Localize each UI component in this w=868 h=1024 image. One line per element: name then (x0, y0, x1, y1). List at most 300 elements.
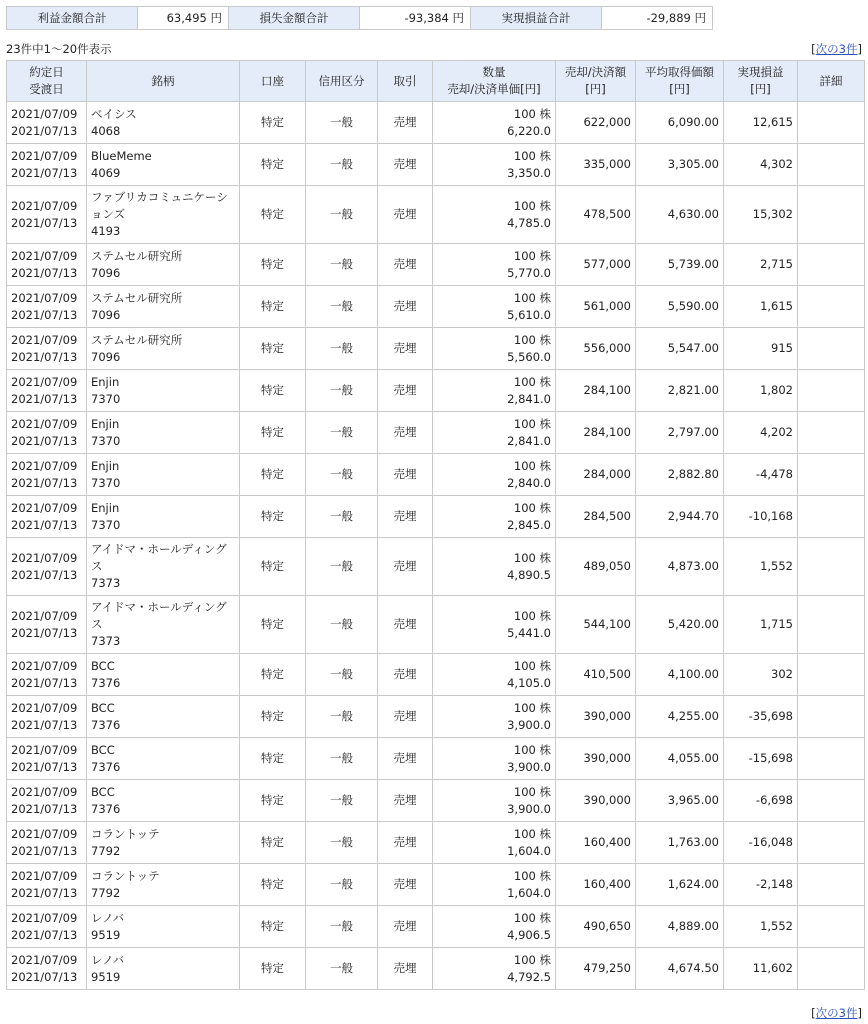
settle-date: 2021/07/13 (11, 215, 78, 230)
amount-cell: 622,000 (556, 102, 636, 144)
col-header-credit: 信用区分 (306, 61, 378, 102)
stock-code: 7373 (91, 576, 121, 590)
settle-date: 2021/07/13 (11, 717, 78, 732)
table-row (7, 538, 865, 596)
trade-type-cell: 売埋 (378, 454, 433, 496)
qty-price-cell (433, 948, 556, 990)
pnl-cell: 915 (724, 328, 798, 370)
quantity: 100 株 (513, 500, 551, 515)
trade-dates-cell (7, 370, 87, 412)
col-header-pnl (724, 61, 798, 102)
stock-name: Enjin (91, 416, 120, 431)
stock-cell (87, 906, 240, 948)
qty-price-cell (433, 454, 556, 496)
stock-cell (87, 496, 240, 538)
detail-cell (798, 144, 865, 186)
trade-type-cell: 売埋 (378, 412, 433, 454)
table-header-row (7, 61, 865, 102)
table-row (7, 738, 865, 780)
quantity: 100 株 (513, 608, 551, 623)
stock-cell (87, 596, 240, 654)
account-cell: 特定 (240, 454, 306, 496)
account-cell: 特定 (240, 496, 306, 538)
account-cell: 特定 (240, 328, 306, 370)
trade-type-cell: 売埋 (378, 906, 433, 948)
detail-cell (798, 864, 865, 906)
detail-cell (798, 780, 865, 822)
settle-date: 2021/07/13 (11, 349, 78, 364)
detail-cell (798, 286, 865, 328)
table-row (7, 144, 865, 186)
detail-cell (798, 906, 865, 948)
quantity: 100 株 (513, 742, 551, 757)
loss-total-label: 損失金額合計 (229, 7, 360, 30)
col-header-trade: 取引 (378, 61, 433, 102)
quantity: 100 株 (513, 952, 551, 967)
table-row (7, 496, 865, 538)
trade-type-cell: 売埋 (378, 822, 433, 864)
amount-cell: 284,100 (556, 370, 636, 412)
pnl-cell: 15,302 (724, 186, 798, 244)
pnl-cell: 1,552 (724, 906, 798, 948)
qty-price-cell (433, 144, 556, 186)
settle-date: 2021/07/13 (11, 475, 78, 490)
stock-name: BlueMeme (91, 148, 152, 163)
stock-cell (87, 454, 240, 496)
settle-date: 2021/07/13 (11, 625, 78, 640)
amount-cell: 390,000 (556, 738, 636, 780)
stock-name: Enjin (91, 458, 120, 473)
stock-name: Enjin (91, 500, 120, 515)
unit-price: 4,792.5 (507, 969, 551, 984)
col-header-amount-unit: [円] (585, 82, 606, 96)
unit-price: 4,906.5 (507, 927, 551, 942)
stock-code: 4068 (91, 123, 121, 138)
stock-name: ベイシス (91, 106, 137, 121)
stock-code: 7370 (91, 475, 121, 490)
pnl-cell: 1,802 (724, 370, 798, 412)
trade-date: 2021/07/09 (11, 148, 78, 163)
next-page-link-top[interactable]: 次の3件 (815, 42, 858, 56)
trade-type-cell: 売埋 (378, 370, 433, 412)
realized-total-value: -29,889 円 (602, 7, 713, 30)
col-header-qty (433, 61, 556, 102)
stock-code: 4193 (91, 224, 121, 238)
table-row (7, 864, 865, 906)
stock-name: レノバ (91, 910, 125, 925)
amount-cell: 410,500 (556, 654, 636, 696)
credit-cell: 一般 (306, 738, 378, 780)
trade-date: 2021/07/09 (11, 826, 78, 841)
trade-date: 2021/07/09 (11, 248, 78, 263)
credit-cell: 一般 (306, 454, 378, 496)
account-cell: 特定 (240, 822, 306, 864)
account-cell: 特定 (240, 102, 306, 144)
stock-code: 7096 (91, 265, 121, 280)
col-header-account: 口座 (240, 61, 306, 102)
stock-code: 7373 (91, 634, 121, 648)
table-row (7, 822, 865, 864)
trade-dates-cell (7, 186, 87, 244)
table-row (7, 286, 865, 328)
settle-date: 2021/07/13 (11, 675, 78, 690)
trade-type-cell: 売埋 (378, 948, 433, 990)
unit-price: 2,841.0 (507, 391, 551, 406)
qty-price-cell (433, 244, 556, 286)
qty-price-cell (433, 738, 556, 780)
table-row (7, 370, 865, 412)
table-row (7, 244, 865, 286)
stock-name: アイドマ・ホールディングス (91, 542, 227, 573)
table-body (7, 102, 865, 990)
avg-cost-cell: 1,624.00 (636, 864, 724, 906)
trade-date: 2021/07/09 (11, 290, 78, 305)
detail-cell (798, 412, 865, 454)
pnl-cell: -35,698 (724, 696, 798, 738)
col-header-date (7, 61, 87, 102)
col-header-avg-label: 平均取得価額 (645, 65, 714, 79)
account-cell: 特定 (240, 738, 306, 780)
col-header-qty-label: 数量 (482, 65, 506, 79)
trade-type-cell: 売埋 (378, 864, 433, 906)
col-header-pnl-unit: [円] (750, 82, 771, 96)
table-row (7, 654, 865, 696)
credit-cell: 一般 (306, 654, 378, 696)
qty-price-cell (433, 412, 556, 454)
credit-cell: 一般 (306, 906, 378, 948)
trade-type-cell: 売埋 (378, 596, 433, 654)
stock-code: 7376 (91, 675, 121, 690)
pnl-cell: -15,698 (724, 738, 798, 780)
settle-date: 2021/07/13 (11, 123, 78, 138)
table-row (7, 906, 865, 948)
qty-price-cell (433, 780, 556, 822)
amount-cell: 479,250 (556, 948, 636, 990)
trade-type-cell: 売埋 (378, 738, 433, 780)
settle-date: 2021/07/13 (11, 307, 78, 322)
trade-dates-cell (7, 696, 87, 738)
realized-total-label: 実現損益合計 (471, 7, 602, 30)
stock-code: 7792 (91, 885, 121, 900)
result-count: 23件中1～20件表示 (6, 42, 112, 56)
settle-date: 2021/07/13 (11, 433, 78, 448)
credit-cell: 一般 (306, 822, 378, 864)
credit-cell: 一般 (306, 496, 378, 538)
pnl-cell: 4,202 (724, 412, 798, 454)
settle-date: 2021/07/13 (11, 843, 78, 858)
quantity: 100 株 (513, 106, 551, 121)
col-header-price-label: 売却/決済単価[円] (447, 82, 541, 96)
col-header-settle-date: 受渡日 (29, 82, 64, 96)
quantity: 100 株 (513, 148, 551, 163)
table-row (7, 780, 865, 822)
settle-date: 2021/07/13 (11, 927, 78, 942)
account-cell: 特定 (240, 948, 306, 990)
account-cell: 特定 (240, 654, 306, 696)
stock-code: 7370 (91, 433, 121, 448)
trade-dates-cell (7, 596, 87, 654)
stock-name: コラントッテ (91, 826, 160, 841)
avg-cost-cell: 3,305.00 (636, 144, 724, 186)
trade-date: 2021/07/09 (11, 550, 78, 565)
credit-cell: 一般 (306, 244, 378, 286)
trade-type-cell: 売埋 (378, 654, 433, 696)
avg-cost-cell: 2,821.00 (636, 370, 724, 412)
stock-cell (87, 948, 240, 990)
trade-dates-cell (7, 244, 87, 286)
trade-dates-cell (7, 496, 87, 538)
trade-type-cell: 売埋 (378, 538, 433, 596)
quantity: 100 株 (513, 290, 551, 305)
trade-date: 2021/07/09 (11, 868, 78, 883)
unit-price: 4,105.0 (507, 675, 551, 690)
trade-type-cell: 売埋 (378, 780, 433, 822)
settle-date: 2021/07/13 (11, 885, 78, 900)
unit-price: 3,350.0 (507, 165, 551, 180)
qty-price-cell (433, 102, 556, 144)
trade-dates-cell (7, 738, 87, 780)
quantity: 100 株 (513, 658, 551, 673)
quantity: 100 株 (513, 868, 551, 883)
col-header-amount (556, 61, 636, 102)
trade-dates-cell (7, 412, 87, 454)
table-row (7, 454, 865, 496)
stock-name: BCC (91, 658, 115, 673)
detail-cell (798, 696, 865, 738)
profit-total-label: 利益金額合計 (7, 7, 138, 30)
stock-name: ステムセル研究所 (91, 248, 183, 263)
stock-cell (87, 780, 240, 822)
next-bracket-close: ] (857, 42, 862, 56)
detail-cell (798, 738, 865, 780)
quantity: 100 株 (513, 248, 551, 263)
quantity: 100 株 (513, 784, 551, 799)
trade-type-cell: 売埋 (378, 286, 433, 328)
stock-cell (87, 328, 240, 370)
credit-cell: 一般 (306, 186, 378, 244)
credit-cell: 一般 (306, 328, 378, 370)
detail-cell (798, 244, 865, 286)
table-row (7, 412, 865, 454)
qty-price-cell (433, 186, 556, 244)
unit-price: 5,770.0 (507, 265, 551, 280)
avg-cost-cell: 4,674.50 (636, 948, 724, 990)
quantity: 100 株 (513, 700, 551, 715)
detail-cell (798, 496, 865, 538)
stock-cell (87, 738, 240, 780)
trade-date: 2021/07/09 (11, 658, 78, 673)
qty-price-cell (433, 696, 556, 738)
summary-bar (6, 6, 713, 30)
trade-date: 2021/07/09 (11, 952, 78, 967)
stock-name: レノバ (91, 952, 125, 967)
avg-cost-cell: 6,090.00 (636, 102, 724, 144)
trade-date: 2021/07/09 (11, 742, 78, 757)
stock-name: BCC (91, 742, 115, 757)
quantity: 100 株 (513, 198, 551, 213)
unit-price: 3,900.0 (507, 759, 551, 774)
trade-dates-cell (7, 286, 87, 328)
trade-date: 2021/07/09 (11, 910, 78, 925)
detail-cell (798, 370, 865, 412)
trade-date: 2021/07/09 (11, 784, 78, 799)
table-row (7, 948, 865, 990)
stock-cell (87, 144, 240, 186)
col-header-pnl-label: 実現損益 (737, 65, 784, 79)
trade-dates-cell (7, 654, 87, 696)
avg-cost-cell: 4,889.00 (636, 906, 724, 948)
settle-date: 2021/07/13 (11, 801, 78, 816)
amount-cell: 284,000 (556, 454, 636, 496)
unit-price: 4,890.5 (507, 567, 551, 582)
unit-price: 4,785.0 (507, 215, 551, 230)
detail-cell (798, 454, 865, 496)
stock-name: ステムセル研究所 (91, 290, 183, 305)
next-page-top (811, 41, 862, 57)
quantity: 100 株 (513, 332, 551, 347)
amount-cell: 556,000 (556, 328, 636, 370)
settle-date: 2021/07/13 (11, 969, 78, 984)
stock-cell (87, 186, 240, 244)
trade-date: 2021/07/09 (11, 500, 78, 515)
stock-name: ステムセル研究所 (91, 332, 183, 347)
qty-price-cell (433, 906, 556, 948)
account-cell: 特定 (240, 244, 306, 286)
pnl-cell: -6,698 (724, 780, 798, 822)
trade-date: 2021/07/09 (11, 700, 78, 715)
col-header-name: 銘柄 (87, 61, 240, 102)
detail-cell (798, 948, 865, 990)
stock-cell (87, 102, 240, 144)
col-header-avg (636, 61, 724, 102)
stock-code: 7370 (91, 391, 121, 406)
credit-cell: 一般 (306, 144, 378, 186)
table-row (7, 186, 865, 244)
avg-cost-cell: 4,100.00 (636, 654, 724, 696)
next-bracket-close: ] (857, 1006, 862, 1020)
trade-dates-cell (7, 906, 87, 948)
trade-dates-cell (7, 328, 87, 370)
avg-cost-cell: 4,255.00 (636, 696, 724, 738)
stock-code: 9519 (91, 969, 121, 984)
avg-cost-cell: 2,944.70 (636, 496, 724, 538)
stock-cell (87, 822, 240, 864)
trade-dates-cell (7, 454, 87, 496)
trade-type-cell: 売埋 (378, 328, 433, 370)
quantity: 100 株 (513, 550, 551, 565)
amount-cell: 284,100 (556, 412, 636, 454)
next-page-bottom (811, 1005, 862, 1021)
unit-price: 5,560.0 (507, 349, 551, 364)
trade-type-cell: 売埋 (378, 102, 433, 144)
avg-cost-cell: 5,547.00 (636, 328, 724, 370)
unit-price: 1,604.0 (507, 843, 551, 858)
stock-code: 9519 (91, 927, 121, 942)
credit-cell: 一般 (306, 102, 378, 144)
quantity: 100 株 (513, 416, 551, 431)
qty-price-cell (433, 864, 556, 906)
credit-cell: 一般 (306, 538, 378, 596)
detail-cell (798, 654, 865, 696)
trade-date: 2021/07/09 (11, 608, 78, 623)
stock-code: 7370 (91, 517, 121, 532)
unit-price: 1,604.0 (507, 885, 551, 900)
trade-type-cell: 売埋 (378, 144, 433, 186)
credit-cell: 一般 (306, 286, 378, 328)
settle-date: 2021/07/13 (11, 567, 78, 582)
stock-code: 7096 (91, 349, 121, 364)
amount-cell: 284,500 (556, 496, 636, 538)
next-bracket-open: [ (811, 1006, 816, 1020)
pnl-cell: -4,478 (724, 454, 798, 496)
stock-cell (87, 864, 240, 906)
stock-code: 7096 (91, 307, 121, 322)
detail-cell (798, 596, 865, 654)
pnl-cell: 11,602 (724, 948, 798, 990)
col-header-amount-label: 売却/決済額 (564, 65, 627, 79)
avg-cost-cell: 5,739.00 (636, 244, 724, 286)
credit-cell: 一般 (306, 596, 378, 654)
amount-cell: 490,650 (556, 906, 636, 948)
trade-dates-cell (7, 780, 87, 822)
unit-price: 2,841.0 (507, 433, 551, 448)
stock-name: Enjin (91, 374, 120, 389)
avg-cost-cell: 5,590.00 (636, 286, 724, 328)
quantity: 100 株 (513, 374, 551, 389)
trade-date: 2021/07/09 (11, 374, 78, 389)
stock-code: 7792 (91, 843, 121, 858)
settle-date: 2021/07/13 (11, 265, 78, 280)
next-bracket-open: [ (811, 42, 816, 56)
account-cell: 特定 (240, 538, 306, 596)
account-cell: 特定 (240, 186, 306, 244)
next-page-link-bottom[interactable]: 次の3件 (815, 1006, 858, 1020)
pnl-cell: 4,302 (724, 144, 798, 186)
trade-history-table (6, 60, 865, 990)
pnl-cell: 302 (724, 654, 798, 696)
credit-cell: 一般 (306, 864, 378, 906)
table-row (7, 102, 865, 144)
detail-cell (798, 538, 865, 596)
amount-cell: 390,000 (556, 780, 636, 822)
pnl-cell: 1,552 (724, 538, 798, 596)
unit-price: 2,845.0 (507, 517, 551, 532)
stock-name: コラントッテ (91, 868, 160, 883)
avg-cost-cell: 3,965.00 (636, 780, 724, 822)
amount-cell: 489,050 (556, 538, 636, 596)
credit-cell: 一般 (306, 948, 378, 990)
trade-date: 2021/07/09 (11, 106, 78, 121)
trade-dates-cell (7, 102, 87, 144)
avg-cost-cell: 2,882.80 (636, 454, 724, 496)
unit-price: 5,610.0 (507, 307, 551, 322)
amount-cell: 577,000 (556, 244, 636, 286)
detail-cell (798, 822, 865, 864)
qty-price-cell (433, 596, 556, 654)
trade-dates-cell (7, 822, 87, 864)
unit-price: 6,220.0 (507, 123, 551, 138)
trade-type-cell: 売埋 (378, 244, 433, 286)
stock-code: 4069 (91, 165, 121, 180)
qty-price-cell (433, 822, 556, 864)
pnl-cell: 1,715 (724, 596, 798, 654)
stock-cell (87, 538, 240, 596)
stock-code: 7376 (91, 717, 121, 732)
account-cell: 特定 (240, 906, 306, 948)
qty-price-cell (433, 286, 556, 328)
stock-cell (87, 412, 240, 454)
account-cell: 特定 (240, 780, 306, 822)
